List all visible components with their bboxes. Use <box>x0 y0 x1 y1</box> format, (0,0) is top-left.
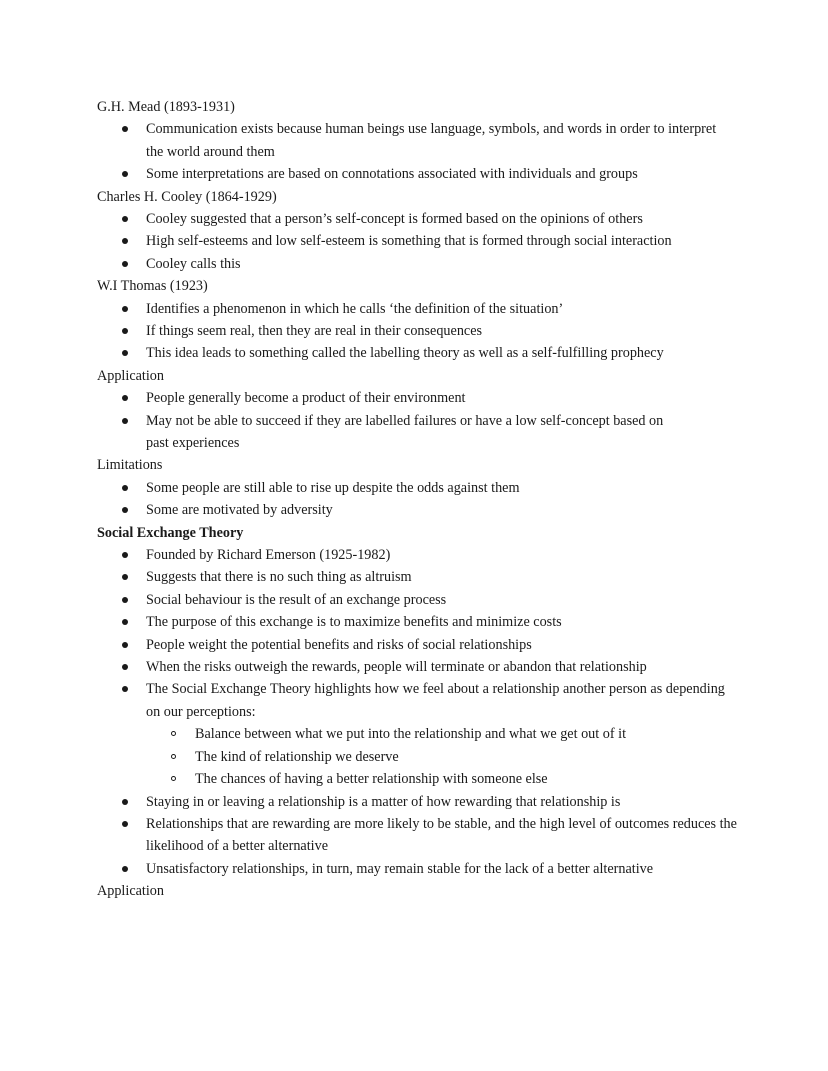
list-item: Social behaviour is the result of an exchange process <box>97 589 737 611</box>
document-page <box>97 96 737 903</box>
sub-list-item: Balance between what we put into the relationship and what we get out of it <box>97 723 737 745</box>
section-heading-application: Application <box>97 367 164 384</box>
cooley-bullet-list <box>97 208 737 275</box>
sub-list-item: The chances of having a better relationship with someone else <box>97 768 737 790</box>
list-item: If things seem real, then they are real in their consequences <box>97 320 737 342</box>
section-heading-limitations: Limitations <box>97 457 163 474</box>
application-bullet-list <box>97 387 737 454</box>
exchange-bullet-list <box>97 544 737 723</box>
list-item: Staying in or leaving a relationship is a matter of how rewarding that relationship is <box>97 791 737 813</box>
section-heading-application-2: Application <box>97 883 164 900</box>
list-item: Communication exists because human beings use language, symbols, and words in order to interpret the world around them <box>97 118 736 163</box>
exchange-sub-bullet-list <box>97 723 737 790</box>
exchange-bullet-list-continued <box>97 791 737 881</box>
list-item: People generally become a product of their environment <box>97 387 737 409</box>
list-item: Relationships that are rewarding are more likely to be stable, and the high level of outcomes reduces the likelihood of a better alternative <box>97 813 737 858</box>
list-item: People weight the potential benefits and risks of social relationships <box>97 634 737 656</box>
list-item: The purpose of this exchange is to maximize benefits and minimize costs <box>97 611 737 633</box>
mead-bullet-list <box>97 118 737 185</box>
list-item: When the risks outweigh the rewards, people will terminate or abandon that relationship <box>97 656 737 678</box>
section-heading-social-exchange-theory: Social Exchange Theory <box>97 524 244 541</box>
list-item: High self-esteems and low self-esteem is something that is formed through social interaction <box>97 230 737 252</box>
section-heading-mead: G.H. Mead (1893-1931) <box>97 99 235 115</box>
list-item: Some interpretations are based on connotations associated with individuals and groups <box>97 163 737 185</box>
list-item: Some are motivated by adversity <box>97 499 737 521</box>
section-heading-cooley: Charles H. Cooley (1864-1929) <box>97 188 277 205</box>
list-item: This idea leads to something called the labelling theory as well as a self-fulfilling prophecy <box>97 342 737 364</box>
list-item: Cooley suggested that a person’s self-concept is formed based on the opinions of others <box>97 208 737 230</box>
sub-list-item: The kind of relationship we deserve <box>97 746 737 768</box>
list-item: Cooley calls this <box>97 253 737 275</box>
list-item: Identifies a phenomenon in which he calls ‘the definition of the situation’ <box>97 298 737 320</box>
list-item: Unsatisfactory relationships, in turn, may remain stable for the lack of a better alternative <box>97 858 737 880</box>
thomas-bullet-list <box>97 298 737 365</box>
section-heading-thomas: W.I Thomas (1923) <box>97 278 208 295</box>
limitations-bullet-list <box>97 477 737 522</box>
list-item: The Social Exchange Theory highlights how we feel about a relationship another person as depending on our perceptions: <box>97 678 737 723</box>
list-item: May not be able to succeed if they are labelled failures or have a low self-concept based on past experiences <box>97 410 676 455</box>
list-item: Suggests that there is no such thing as altruism <box>97 566 737 588</box>
list-item: Founded by Richard Emerson (1925-1982) <box>97 544 737 566</box>
list-item: Some people are still able to rise up despite the odds against them <box>97 477 737 499</box>
